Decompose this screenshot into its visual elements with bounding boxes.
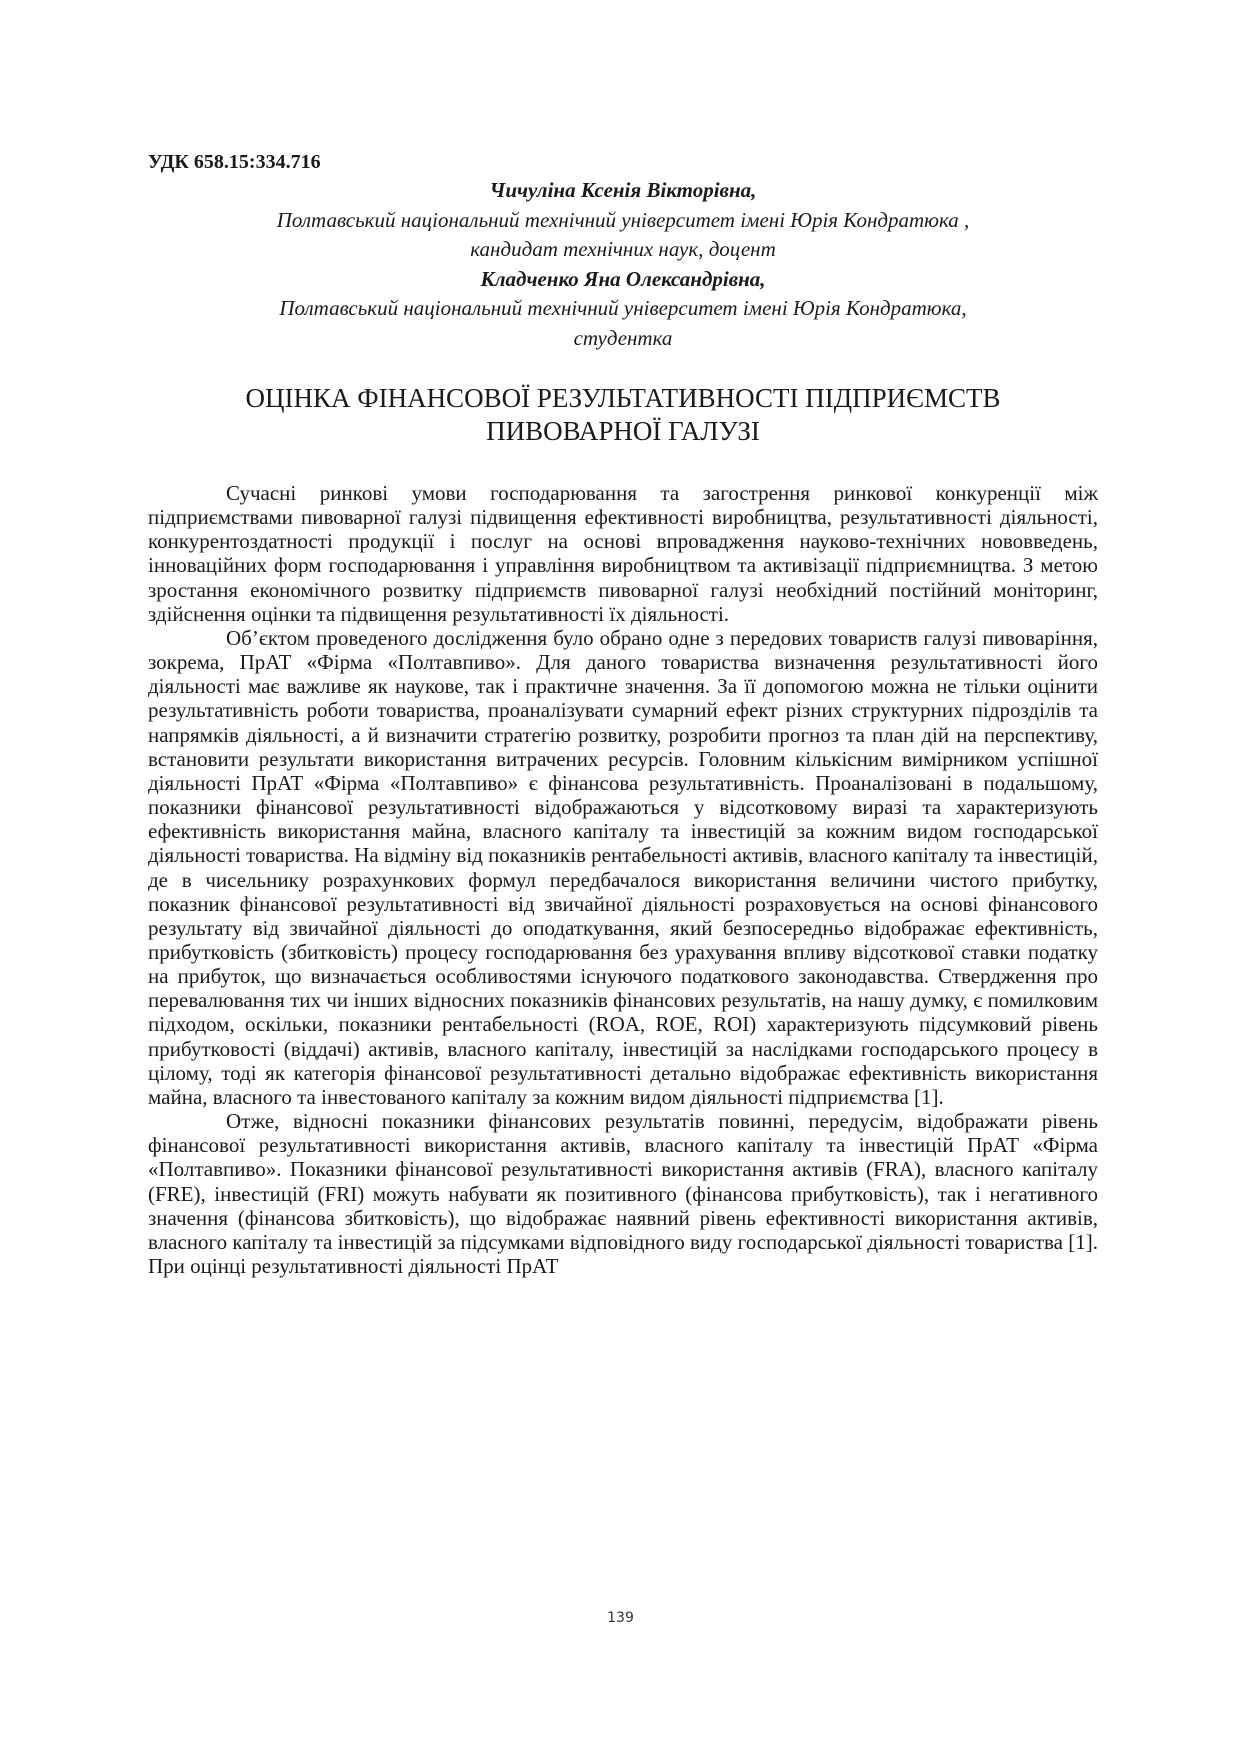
author-2-affiliation: Полтавський національний технічний університет імені Юрія Кондратюка, (279, 296, 967, 320)
udk-code: УДК 658.15:334.716 (148, 151, 321, 173)
paragraph-2: Об’єктом проведеного дослідження було обрано одне з передових товариств галузі пивоваріння, зокрема, ПрАТ «Фірма «Полтавпиво». Для даного товариства визначення результативності його діяльності має важливе як наукове, так і практичне значення. За її допомогою можна не тільки оцінити результативність роботи товариства, проаналізувати сумарний ефект різних структурних підрозділів та напрямків діяльності, а й визначити стратегію розвитку, розробити прогноз та план дій на перспективу, встановити результати використання витрачених ресурсів. Головним кількісним вимірником успішної діяльності ПрАТ «Фірма «Полтавпиво» є фінансова результативність. Проаналізовані в подальшому, показники фінансової результативності відображаються у відсотковому виразі та характеризують ефективність використання майна, власного капіталу та інвестицій за кожним видом господарської діяльності товариства. На відміну від показників рентабельності активів, власного капіталу та інвестицій, де в чисельнику розрахункових формул передбачалося використання величини чистого прибутку, показник фінансової результативності від звичайної діяльності розраховується на основі фінансового результату від звичайної діяльності до оподаткування, який безпосередньо відображає ефективність, прибутковість (збитковість) процесу господарювання без урахування впливу відсоткової ставки податку на прибуток, що визначається особливостями існуючого податкового законодавства. Ствердження про перевалювання тих чи інших відносних показників фінансових результатів, на нашу думку, є помилковим підходом, оскільки, показники рентабельності (ROA, ROE, ROI) характеризують підсумковий рівень прибутковості (віддачі) активів, власного капіталу, інвестицій за наслідками господарського процесу в цілому, тоді як категорія фінансової результативності детально відображає ефективність використання майна, власного та інвестованого капіталу за кожним видом діяльності підприємства [1]. (148, 625, 1098, 1109)
page-content (148, 148, 1098, 1278)
title-line-2: ПИВОВАРНОЇ ГАЛУЗІ (486, 416, 760, 446)
paragraph-1: Сучасні ринкові умови господарювання та загострення ринкової конкуренції між підприємствами пивоварної галузі підвищення ефективності виробництва, результативності діяльності, конкурентоздатності продукції і послуг на основі впровадження науково-технічних нововведень, інноваційних форм господарювання і управління виробництвом та активізації підприємництва. З метою зростання економічного розвитку підприємств пивоварної галузі необхідний постійний моніторинг, здійснення оцінки та підвищення результативності їх діяльності. (148, 481, 1098, 626)
article-title (148, 382, 1098, 448)
article-body (148, 481, 1098, 1278)
author-2-name: Кладченко Яна Олександрівна, (480, 266, 766, 291)
author-1-position: кандидат технічних наук, доцент (470, 237, 776, 261)
page-number: 139 (607, 1610, 634, 1626)
author-1-name: Чичуліна Ксенія Вікторівна, (489, 178, 757, 202)
paragraph-3: Отже, відносні показники фінансових результатів повинні, передусім, відображати рівень фінансової результативності використання активів, власного капіталу та інвестицій ПрАТ «Фірма «Полтавпиво». Показники фінансової результативності використання активів (FRA), власного капіталу (FRE), інвестицій (FRI) можуть набувати як позитивного (фінансова прибутковість), так і негативного значення (фінансова збитковість), що відображає наявний рівень ефективності використання активів, власного капіталу та інвестицій за підсумками відповідного виду господарської діяльності товариства [1]. При оцінці результативності діяльності ПрАТ (148, 1109, 1098, 1278)
title-line-1: ОЦІНКА ФІНАНСОВОЇ РЕЗУЛЬТАТИВНОСТІ ПІДПРИЄМСТВ (245, 383, 1001, 413)
author-2-position: студентка (573, 325, 673, 350)
authors-block (148, 176, 1098, 353)
author-1-affiliation: Полтавський національний технічний університет імені Юрія Кондратюка , (276, 207, 970, 232)
